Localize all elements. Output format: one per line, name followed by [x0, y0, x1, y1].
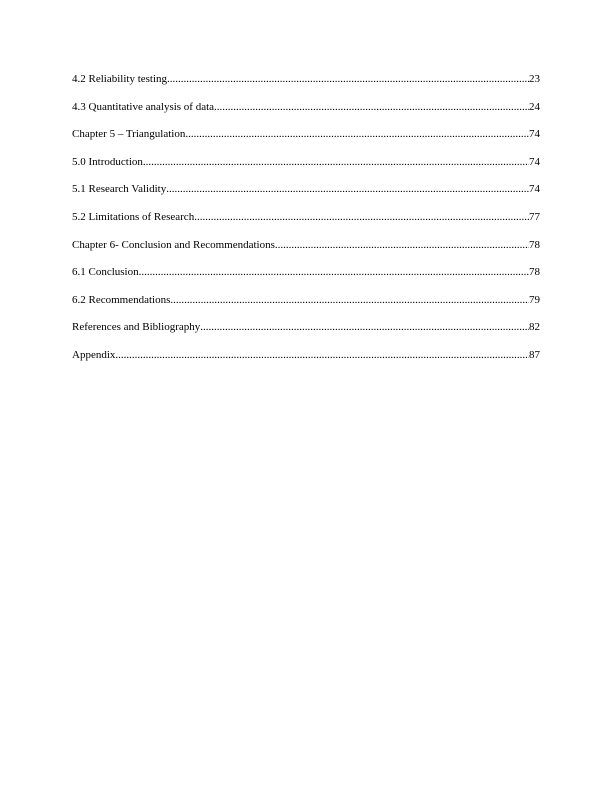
toc-entry-page-number: 78	[529, 266, 540, 279]
toc-dot-leader	[170, 293, 529, 307]
toc-entry-page-number: 79	[529, 293, 540, 306]
toc-entry-limitations[interactable]	[72, 210, 540, 238]
toc-dot-leader	[166, 182, 529, 196]
toc-entry-introduction[interactable]	[72, 155, 540, 183]
toc-dot-leader	[194, 210, 529, 224]
toc-entry-reliability-testing[interactable]	[72, 72, 540, 100]
toc-dot-leader	[167, 72, 529, 86]
toc-entry-page-number: 82	[529, 321, 540, 334]
toc-entry-chapter-6[interactable]	[72, 238, 540, 266]
toc-entry-page-number: 23	[529, 73, 540, 85]
toc-dot-leader	[139, 265, 529, 279]
toc-entry-conclusion[interactable]	[72, 265, 540, 293]
toc-entry-title: 6.1 Conclusion	[72, 266, 139, 279]
toc-entry-chapter-5[interactable]	[72, 127, 540, 155]
toc-entry-title: Chapter 6- Conclusion and Recommendations	[72, 238, 275, 251]
toc-entry-title: 4.2 Reliability testing	[72, 73, 168, 85]
toc-entry-references[interactable]	[72, 320, 540, 348]
toc-entry-title: Chapter 5 – Triangulation	[72, 128, 186, 141]
toc-entry-title: 5.1 Research Validity	[72, 183, 167, 196]
toc-entry-page-number: 74	[529, 155, 540, 168]
toc-entry-title: References and Bibliography	[72, 321, 201, 334]
toc-dot-leader	[200, 320, 529, 334]
toc-entry-page-number: 24	[529, 100, 540, 113]
toc-entry-page-number: 74	[529, 128, 540, 141]
toc-dot-leader	[275, 238, 529, 252]
toc-dot-leader	[115, 348, 529, 362]
table-of-contents	[72, 72, 540, 376]
toc-entry-title: 5.0 Introduction	[72, 155, 143, 168]
toc-entry-recommendations[interactable]	[72, 293, 540, 321]
toc-dot-leader	[143, 155, 529, 169]
toc-entry-title: 4.3 Quantitative analysis of data	[72, 100, 215, 113]
toc-entry-title: Appendix	[72, 348, 116, 361]
toc-dot-leader	[214, 100, 529, 114]
toc-entry-title: 5.2 Limitations of Research	[72, 210, 195, 223]
toc-entry-quantitative-analysis[interactable]	[72, 100, 540, 128]
toc-entry-page-number: 78	[529, 238, 540, 251]
toc-entry-title: 6.2 Recommendations	[72, 293, 171, 306]
toc-dot-leader	[185, 127, 529, 141]
toc-entry-appendix[interactable]	[72, 348, 540, 376]
toc-entry-research-validity[interactable]	[72, 182, 540, 210]
toc-entry-page-number: 74	[529, 183, 540, 196]
toc-entry-page-number: 77	[529, 210, 540, 223]
toc-entry-page-number: 87	[529, 348, 540, 361]
